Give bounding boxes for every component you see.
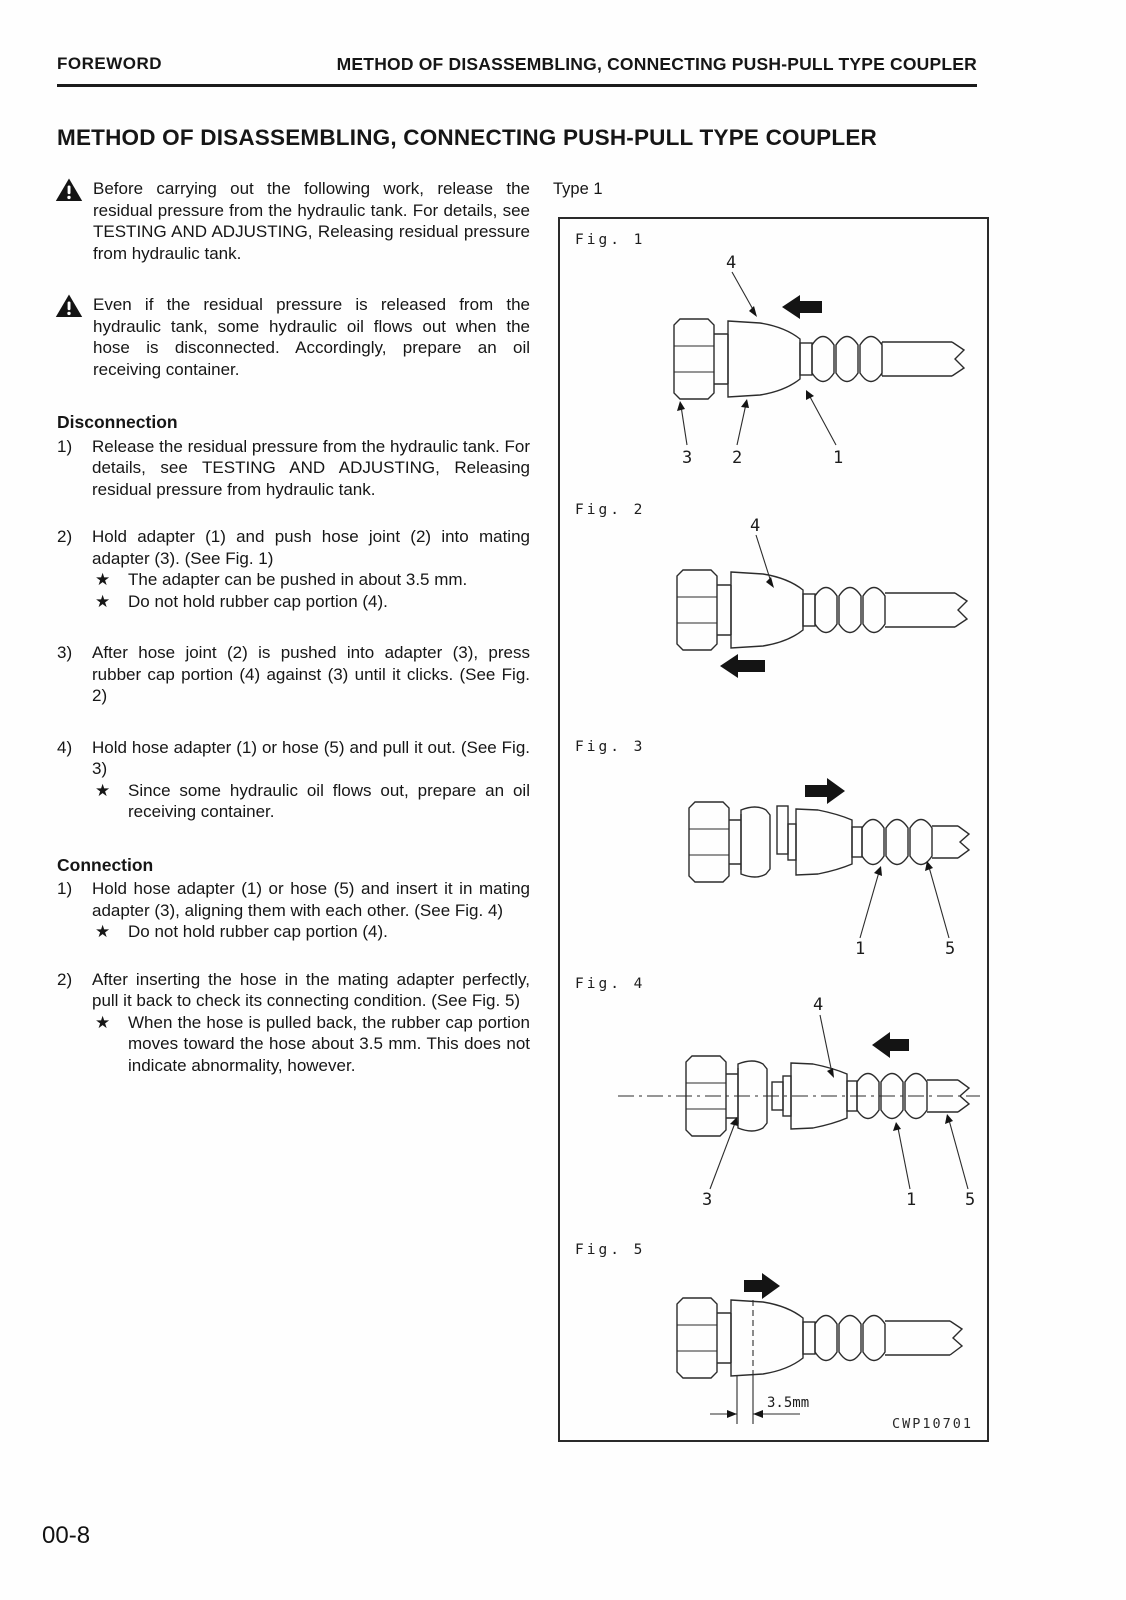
step-number: 3) <box>57 643 73 662</box>
step-number: 4) <box>57 737 73 757</box>
note-text: Since some hydraulic oil flows out, prepare an oil receiving container. <box>128 780 530 821</box>
star-bullet: ★ <box>95 570 111 589</box>
header-section-label: FOREWORD <box>57 54 163 73</box>
step-item <box>57 526 530 612</box>
step-number: 1) <box>57 436 73 456</box>
adapter-neck <box>717 585 731 635</box>
warning-block <box>57 178 530 264</box>
fig2-drawing <box>560 514 987 729</box>
callout-5: 5 <box>965 1190 976 1210</box>
hose <box>885 593 967 627</box>
step-text: Hold hose adapter (1) or hose (5) and pull it out. (See Fig. 3) ★ Since some hydraulic oil flows out, prepare an oil receiving container. <box>92 737 530 821</box>
hose-joint-assembly <box>777 806 969 875</box>
dimension-lines <box>710 1300 809 1424</box>
callout-1: 1 <box>833 448 844 468</box>
mating-adapter-assembly <box>689 802 770 882</box>
direction-arrow-left-icon <box>872 1032 909 1058</box>
warning-icon <box>55 294 83 318</box>
step-item <box>57 969 530 1077</box>
note-item <box>92 780 530 823</box>
step-text: Hold adapter (1) and push hose joint (2) into mating adapter (3). (See Fig. 1) ★ The adapter can be pushed in about 3.5 mm. ★ Do not hold rubber cap portion (4). <box>92 527 530 611</box>
callout-3: 3 <box>702 1190 713 1210</box>
step-item <box>57 737 530 823</box>
dimension-label: 3.5mm <box>767 1395 810 1411</box>
note-item <box>92 591 530 613</box>
rubber-cap <box>731 1300 803 1376</box>
fig1-label: Fig. 1 <box>575 232 646 248</box>
text-column <box>57 178 530 1076</box>
step-number: 1) <box>57 879 73 898</box>
page-title: METHOD OF DISASSEMBLING, CONNECTING PUSH-PULL TYPE COUPLER <box>57 125 877 150</box>
header-chapter-title: METHOD OF DISASSEMBLING, CONNECTING PUSH-PULL TYPE COUPLER <box>336 54 977 74</box>
star-bullet: ★ <box>95 1012 111 1032</box>
fig2-label: Fig. 2 <box>575 502 646 518</box>
hose <box>882 342 964 376</box>
warning-block <box>57 294 530 380</box>
hose-joint-ribs <box>815 1316 885 1361</box>
hose-joint-ribs <box>812 337 882 382</box>
joint-ring <box>803 1322 815 1354</box>
fig4-label: Fig. 4 <box>575 976 646 992</box>
note-item <box>92 921 530 943</box>
section-heading-connection: Connection <box>57 854 154 875</box>
step-number: 2) <box>57 527 73 546</box>
step-text: Release the residual pressure from the hydraulic tank. For details, see TESTING AND ADJUSTING, Releasing residual pressure from hydraulic tank. <box>92 436 530 499</box>
direction-arrow-left-icon <box>720 654 765 678</box>
note-text: When the hose is pulled back, the rubber cap portion moves toward the hose about 3.5 mm. This does not indicate abnormality, however. <box>128 1012 530 1075</box>
callout-5: 5 <box>945 939 956 959</box>
direction-arrow-left-icon <box>782 295 822 319</box>
joint-ring <box>800 343 812 375</box>
rubber-cap <box>728 321 800 397</box>
page-number: 00-8 <box>42 1522 91 1549</box>
step-number: 2) <box>57 969 73 989</box>
note-text: Do not hold rubber cap portion (4). <box>128 591 388 611</box>
step-text: Hold hose adapter (1) or hose (5) and insert it in mating adapter (3), aligning them with each other. (See Fig. 4) ★ Do not hold rubber cap portion (4). <box>92 879 530 941</box>
step-item <box>57 878 530 943</box>
callout-2: 2 <box>732 448 743 468</box>
callout-3: 3 <box>682 448 693 468</box>
star-bullet: ★ <box>95 780 111 800</box>
callout-4: 4 <box>813 995 824 1015</box>
adapter-neck <box>717 1313 731 1363</box>
figure-panel <box>558 217 989 1442</box>
adapter-neck <box>714 334 728 384</box>
figure-code: CWP10701 <box>891 1416 973 1432</box>
fig5-drawing <box>560 1254 987 1439</box>
fig4-drawing <box>560 991 987 1213</box>
fig5-label: Fig. 5 <box>575 1242 646 1258</box>
warning-text: Even if the residual pressure is released from the hydraulic tank, some hydraulic oil flows out when the hose is disconnected. Accordingly, prepare an oil receiving container. <box>93 295 530 379</box>
fig3-label: Fig. 3 <box>575 739 646 755</box>
fig3-drawing <box>560 754 987 964</box>
callout-4: 4 <box>726 253 737 273</box>
warning-icon <box>55 178 83 202</box>
hose <box>885 1321 962 1355</box>
note-item <box>92 1012 530 1077</box>
rubber-cap <box>731 572 803 648</box>
callout-4: 4 <box>750 516 761 536</box>
note-text: The adapter can be pushed in about 3.5 mm. <box>128 570 468 589</box>
mating-adapter-hex-nut <box>677 570 717 650</box>
step-text: After hose joint (2) is pushed into adapter (3), press rubber cap portion (4) against (3) until it clicks. (See Fig. 2) <box>92 643 530 705</box>
joint-ring <box>803 594 815 626</box>
mating-adapter-hex-nut <box>674 319 714 399</box>
fig1-drawing <box>560 249 987 484</box>
direction-arrow-right-icon <box>805 778 845 804</box>
step-item <box>57 642 530 707</box>
mating-adapter-hex-nut <box>677 1298 717 1378</box>
note-item <box>92 569 530 591</box>
figure-type-label: Type 1 <box>553 180 603 198</box>
callout-1: 1 <box>906 1190 917 1210</box>
star-bullet: ★ <box>95 922 111 941</box>
callout-1: 1 <box>855 939 866 959</box>
direction-arrow-right-icon <box>744 1273 780 1299</box>
warning-text: Before carrying out the following work, release the residual pressure from the hydraulic tank. For details, see TESTING AND ADJUSTING, Releasing residual pressure from hydraulic tank. <box>93 179 530 263</box>
note-text: Do not hold rubber cap portion (4). <box>128 922 388 941</box>
step-text: After inserting the hose in the mating adapter perfectly, pull it back to check its connecting condition. (See Fig. 5) ★ When the hose is pulled back, the rubber cap portion moves toward the hose about 3.5 mm. This does not indicate abnormality, however. <box>92 969 530 1075</box>
step-item <box>57 436 530 501</box>
star-bullet: ★ <box>95 591 111 611</box>
section-heading-disconnection: Disconnection <box>57 412 178 432</box>
hose-joint-ribs <box>815 588 885 633</box>
page-header <box>57 54 977 87</box>
